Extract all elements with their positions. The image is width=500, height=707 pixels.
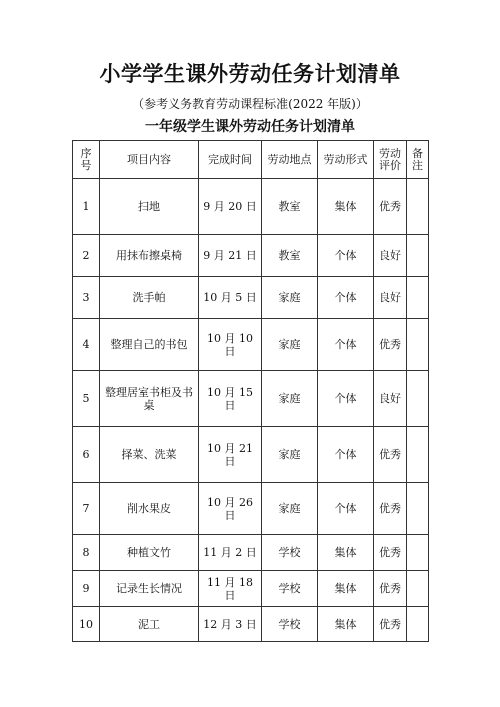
table-row: [73, 483, 429, 535]
cell-note: [407, 319, 429, 371]
cell-form: 集体: [318, 607, 374, 642]
cell-form: 集体: [318, 179, 374, 235]
cell-form: 个体: [318, 277, 374, 319]
header-note-line2: 注: [412, 158, 423, 172]
cell-note: [407, 427, 429, 483]
cell-eval: 优秀: [374, 483, 407, 535]
cell-date: 10 月 26 日: [199, 483, 262, 535]
cell-eval: 优秀: [374, 179, 407, 235]
task-table: [72, 140, 429, 642]
cell-place: 家庭: [262, 483, 318, 535]
table-header-row: [73, 141, 429, 179]
cell-item: 整理居室书柜及书桌: [100, 371, 199, 427]
cell-note: [407, 235, 429, 277]
table-row: [73, 607, 429, 642]
cell-seq: 9: [73, 571, 100, 607]
cell-place: 家庭: [262, 427, 318, 483]
table-row: [73, 371, 429, 427]
cell-seq: 2: [73, 235, 100, 277]
table-row: [73, 319, 429, 371]
cell-form: 个体: [318, 427, 374, 483]
cell-note: [407, 179, 429, 235]
cell-item: 洗手帕: [100, 277, 199, 319]
header-seq: [73, 141, 100, 179]
header-seq-line1: 序: [80, 146, 92, 160]
table-row: [73, 277, 429, 319]
cell-seq: 5: [73, 371, 100, 427]
cell-date: 10 月 10 日: [199, 319, 262, 371]
cell-date: 11 月 2 日: [199, 535, 262, 571]
header-date: 完成时间: [199, 141, 262, 179]
cell-seq: 10: [73, 607, 100, 642]
cell-date: 10 月 21 日: [199, 427, 262, 483]
cell-eval: 优秀: [374, 427, 407, 483]
cell-item: 整理自己的书包: [100, 319, 199, 371]
cell-seq: 1: [73, 179, 100, 235]
table-title: 一年级学生课外劳动任务计划清单: [145, 119, 355, 135]
table-row: [73, 427, 429, 483]
cell-eval: 良好: [374, 277, 407, 319]
cell-date: 10 月 5 日: [199, 277, 262, 319]
cell-note: [407, 607, 429, 642]
cell-date: 11 月 18 日: [199, 571, 262, 607]
header-seq-line2: 号: [80, 158, 92, 172]
cell-seq: 3: [73, 277, 100, 319]
cell-note: [407, 277, 429, 319]
header-eval: [374, 141, 407, 179]
cell-seq: 6: [73, 427, 100, 483]
cell-note: [407, 483, 429, 535]
cell-eval: 优秀: [374, 535, 407, 571]
header-item: 项目内容: [100, 141, 199, 179]
cell-place: 家庭: [262, 277, 318, 319]
document-subtitle: （参考义务教育劳动课程标准(2022 年版)）: [132, 97, 368, 111]
cell-place: 教室: [262, 179, 318, 235]
cell-seq: 7: [73, 483, 100, 535]
cell-date: 10 月 15 日: [199, 371, 262, 427]
cell-item: 扫地: [100, 179, 199, 235]
header-note: [407, 141, 429, 179]
cell-form: 个体: [318, 483, 374, 535]
header-place: 劳动地点: [262, 141, 318, 179]
cell-place: 学校: [262, 571, 318, 607]
cell-note: [407, 571, 429, 607]
cell-seq: 4: [73, 319, 100, 371]
table-row: [73, 179, 429, 235]
cell-date: 9 月 21 日: [199, 235, 262, 277]
cell-eval: 良好: [374, 235, 407, 277]
table-row: [73, 571, 429, 607]
header-form: 劳动形式: [318, 141, 374, 179]
cell-item: 用抹布擦桌椅: [100, 235, 199, 277]
cell-seq: 8: [73, 535, 100, 571]
cell-place: 学校: [262, 535, 318, 571]
cell-eval: 优秀: [374, 319, 407, 371]
cell-item: 削水果皮: [100, 483, 199, 535]
cell-place: 家庭: [262, 319, 318, 371]
cell-form: 集体: [318, 535, 374, 571]
cell-place: 家庭: [262, 371, 318, 427]
header-eval-line2: 评价: [379, 158, 401, 172]
cell-eval: 良好: [374, 371, 407, 427]
cell-date: 9 月 20 日: [199, 179, 262, 235]
cell-date: 12 月 3 日: [199, 607, 262, 642]
header-eval-line1: 劳动: [379, 146, 401, 160]
cell-note: [407, 371, 429, 427]
cell-item: 记录生长情况: [100, 571, 199, 607]
cell-eval: 优秀: [374, 571, 407, 607]
cell-eval: 优秀: [374, 607, 407, 642]
cell-form: 个体: [318, 319, 374, 371]
cell-form: 集体: [318, 571, 374, 607]
cell-place: 学校: [262, 607, 318, 642]
header-note-line1: 备: [412, 146, 423, 160]
document-title: 小学学生课外劳动任务计划清单: [99, 62, 401, 86]
cell-item: 种植文竹: [100, 535, 199, 571]
cell-item: 泥工: [100, 607, 199, 642]
table-row: [73, 535, 429, 571]
cell-item: 择菜、洗菜: [100, 427, 199, 483]
cell-form: 个体: [318, 235, 374, 277]
cell-form: 个体: [318, 371, 374, 427]
cell-note: [407, 535, 429, 571]
cell-place: 教室: [262, 235, 318, 277]
table-row: [73, 235, 429, 277]
